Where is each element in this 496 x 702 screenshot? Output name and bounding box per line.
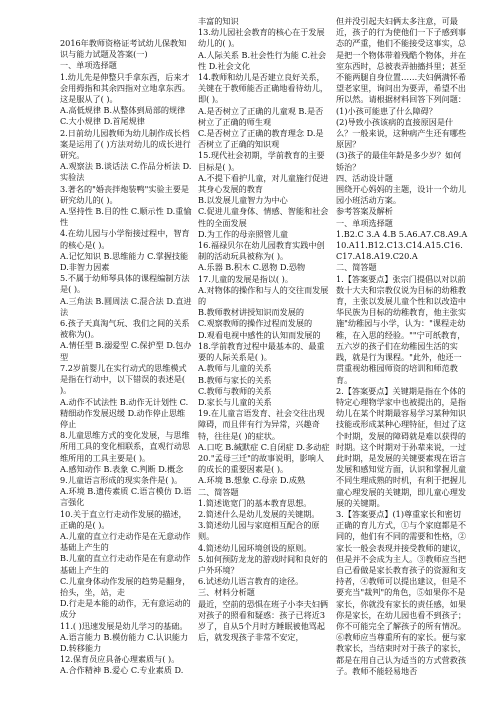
- text-line: 1.幼儿先是伸整只手拿东西，后来才会用拇指和其余四指对立地拿东西。这是服从了( )。: [60, 71, 191, 105]
- text-line: A.教师与儿童的关系: [198, 363, 272, 374]
- text-line: A.乐器 B.积木 C.恩物 D.恐物: [198, 262, 306, 273]
- text-line: 3.【答案要点】(1)尊重家长和密切正确的育儿方式，①与个家庭都是不同的，他们有不同的需要和性格，②家长一般会表现并接受教师的建议，但是并不会成为主人。③教师应当把自己看做是家长教育孩子的资源和支持者，④教师可以提出建议，但是不要充当"裁判"的角色，⑤如果你不是家长，你就没有家长的责任感，如果你是家长，在幼儿园也看不到孩子；你不可能完全了解孩子的所有情况。⑥教师应当尊重所有的家长。便与家教家长，当结束时对于孩子的家长，都是在用自己认为适当的方式营救孩子。教师不能轻易地否: [336, 508, 467, 676]
- text-line: 14.教师和幼儿是否建立良好关系，关键在于教师能否正确地看待幼儿，即( )。: [198, 72, 329, 105]
- text-line: 丰富的知识: [198, 16, 239, 26]
- text-line: 3.著名的"婚丧拌炮装鸭"实验主要是研究幼儿的( )。: [60, 183, 189, 205]
- text-line: 二、简答题: [336, 262, 377, 273]
- text-line: 11.( )迅速发展是幼儿学习的基础。: [60, 620, 188, 631]
- text-line: 10.关于直立行走动作发展的描述，正确的是( )。: [60, 508, 187, 530]
- text-line: A.三角法 B.圆周法 C.混合法 D.直进法: [60, 295, 192, 317]
- text-line: B.教师与家长的关系: [198, 374, 272, 385]
- text-line: A.高低规律 B.从整体到局部的规律: [60, 105, 186, 116]
- text-line: D.行走是本能的动作，无有意运动的成分: [60, 598, 191, 620]
- text-line: 16.福禄贝尔在幼儿园教育实践中创制的活动玩具被称为( )。: [198, 240, 325, 262]
- text-line: A.口吃 B.缄默症 C.自闭症 D.多动症: [198, 441, 330, 452]
- text-line: 18.学前教育过程中最基本的、最重要的人际关系是( )。: [198, 340, 325, 363]
- text-line: C.教师与教师的关系: [198, 385, 272, 396]
- text-line: (2)导致小孩该病的直接原因是什么？一般来说，这种病产生还有哪些原因？: [336, 116, 467, 150]
- text-line: C.促进儿童身体、情感、智能和社会性的全面发展: [198, 206, 329, 228]
- text-line: 19.在儿童言语发育、社会交往出现障碍，而且伴有行为异常，兴趣奇特，往往是( )的症状。: [198, 408, 325, 441]
- text-line: A.坚持性 B.目的性 C.顺示性 D.重愉性: [60, 206, 192, 228]
- text-line: A.情任型 B.溺爱型 C.保护型 D.包办型: [60, 340, 192, 362]
- text-line: D.为工作的母亲照管儿童: [198, 228, 289, 239]
- text-line: 13.幼儿园社会教育的核心在于发展幼儿的( )。: [198, 27, 325, 49]
- text-line: 1.简述诡宽门的基本教育思想。: [198, 497, 312, 508]
- text-line: C.大小规律 D.首尾规律: [60, 116, 145, 127]
- text-line: 8.儿童思维方式的变化发展，与思维所用工具的变化相联系，直观行动思维所用的工具主要是( )。: [60, 430, 191, 463]
- text-line: C.儿童身体动作发展的趋势是翻身，抬头，坐，站，走: [60, 575, 191, 597]
- text-line: 一、单项选择题: [336, 217, 393, 228]
- text-line: 1.B2.C 3.A 4.B 5.A6.A7.C8.A9.A10.A11.B12.C13.C14.A15.C16.C17.A18.A19.C20.A: [336, 228, 468, 262]
- text-line: D.观看电视中感性的认知而发展的: [198, 329, 321, 340]
- text-line: 4.在幼儿园与小学衔接过程中，智育的核心是( )。: [60, 228, 190, 250]
- text-line: A.记忆知识 B.思维能力 C.掌握技能 D.非智力因素: [60, 250, 189, 273]
- text-line: B.教师教材讲授知识而发展的: [198, 307, 305, 318]
- text-line: 四、活动设计题: [336, 172, 393, 183]
- text-line: A.环境 B.想象 C.母亲 D.成熟: [198, 475, 306, 486]
- text-line: D.家长与儿童的关系: [198, 396, 272, 407]
- text-line: A.合作精神 B.爱心 C.专业素质 D.: [60, 665, 184, 676]
- text-line: 7.2岁前婴儿在实行动式的思维模式是指在行动中，以下错误的表述是( )。: [60, 362, 187, 396]
- text-line: 参考答案及解析: [336, 206, 393, 217]
- text-line: 一、单项选择题: [60, 60, 117, 71]
- text-line: A.人际关系 B.社会性行为能 C.社会性 D.社会文化: [198, 49, 327, 71]
- text-line: 围绕开心妈妈的主题，设计一个幼儿园小班活动方案。: [336, 184, 467, 206]
- text-line: 6.试述幼儿语言教育的途径。: [198, 576, 304, 587]
- text-line: 最近，空前的恐惧在班子小李夫妇俩对孩子的照看和疑惑：孩子已将近3岁了，自从5个月时方睡眠被他骂起后，就发现孩子非常不安定，: [198, 598, 329, 643]
- text-line: 三、材料分析题: [198, 587, 255, 598]
- text-line: A.对物体的操作和与人的交往而发展的: [198, 284, 329, 307]
- text-line: 5.不属于幼师琴具体的课程编制方法是( )。: [60, 273, 190, 295]
- text-line: C.是否树立了正确的教育理念 D.是否树立了正确的知识观: [198, 128, 324, 150]
- text-line: A.感知动作 B.表象 C.判断 D.概念: [60, 463, 184, 474]
- text-line: A.是否树立了正确的儿童观 B.是否树立了正确的师生观: [198, 105, 324, 127]
- text-line: 2016年教师资格证考试幼儿保教知识与能力试题及答案(一): [60, 38, 187, 60]
- text-line: 5.如何预防龙龙的游戏时间和良好的户外环境？: [198, 553, 328, 575]
- text-line: C.观察教师的操作过程而发展的: [198, 318, 313, 329]
- text-line: 但并没引起夫妇俩太多注意，可最近，孩子的行为使他们一下子感到事态的严重，他们不能接受这事实，总是把一个物体带着残酷个物体，并在室东西时，总被表弄抽搐抖里；甚至不能两腿自身位置……夫妇俩满怀希望老家里，询问出为要弄，希望不出所以然。请根据材料回答下列问题：: [336, 16, 467, 105]
- text-line: 6.孩子天真淘气玩、我们之间的关系被称为()。: [60, 318, 190, 340]
- text-line: 12.保育员应具备心理素质与( )。: [60, 654, 180, 665]
- text-line: 2.日前幼儿园教师为幼儿制作成长档案是运用了( )方法对幼儿的成长进行研究。: [60, 127, 191, 161]
- text-column-2: [198, 16, 330, 678]
- text-line: A.环境 B.遗传素质 C.语言模仿 D.语言强化: [60, 486, 192, 508]
- text-line: A.动作不试法性 B.动作无计划性 C.精细动作发展迟缓 D.动作停止思维停止: [60, 396, 189, 429]
- text-line: A.语言能力 B.模仿能力 C.认识能力 D.转移能力: [60, 631, 189, 653]
- text-line: 9.儿童语言形成的现实条件是( )。: [60, 474, 183, 485]
- text-line: A.儿童的直立行走动作是在无意动作基础上产生的: [60, 530, 191, 553]
- text-column-3: [336, 16, 468, 678]
- text-line: (3)孩子的最佳年龄是多少岁？如何矫治？: [336, 150, 462, 172]
- text-line: 3.简述幼儿园与家庭相互配合的原则。: [198, 520, 320, 542]
- text-line: A.不提下看护儿童，对儿童施行促进其身心发展的教育: [198, 172, 329, 195]
- text-line: 2.【答案要点】关键期是指在个体的特定心理物学家中也被提出的，是指幼儿在某个时期最容易学习某种知识技能或形成某种心理特征，但过了这个时期，发展的障碍就是难以获得的时期。这个时期对于孙辈来说，一过此时期，是发展的关键要素现在语言发展和感知觉方面，认识和掌握儿童不同生理成熟的时机，有利于把握儿童心理发展的关键期，即儿童心理发展的关键期。: [336, 385, 467, 508]
- text-line: 1.【答案要点】张宗门提倡以对以前数十大夫和宗教仪说为目标的幼稚教育，主张以发展儿童个性和以改造中华民族为目标的幼稚教育，他主张实施"幼稚园与小学，认为："课程走幼稚，在入思的经验。""宁可纸教育，五六岁的孩子们在幼稚园生活的实践，就是行为课程。"此外，他还一贯重视幼稚园师资的培训和师范教育。: [336, 273, 467, 385]
- text-line: 4.简述幼儿园环境创设的原则。: [198, 542, 312, 553]
- text-line: 20."孟母三迁"的故事说明，影响人的成长的重要因素是( )。: [198, 452, 325, 475]
- text-line: A.观察法 B.谈话法 C.作品分析法 D.实验法: [60, 161, 192, 183]
- text-column-1: [60, 38, 192, 678]
- text-line: B.以发展儿童智力为中心: [198, 195, 288, 206]
- text-line: (1)小孩可能患了什么障碍？: [336, 105, 437, 116]
- text-line: 2.简述什么是幼儿发展的关键期。: [198, 508, 320, 519]
- text-line: 17.儿童的发展是指以( )。: [198, 273, 293, 284]
- text-line: 二、简答题: [198, 486, 239, 497]
- text-line: 15.现代社会初期，学前教育的主要目标是( )。: [198, 150, 325, 172]
- text-line: B.儿童的直立行走动作是在有意动作基础上产生的: [60, 553, 191, 575]
